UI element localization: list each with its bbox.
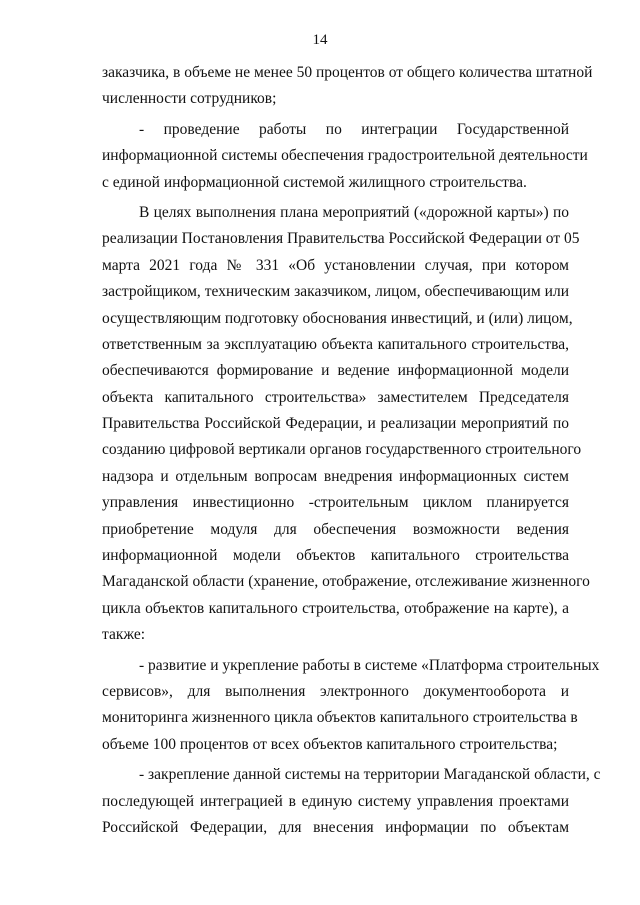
text-line: застройщиком, техническим заказчиком, лицом, обеспечивающим или (102, 283, 569, 301)
text-line: Правительства Российской Федерации, и реализации мероприятий по (102, 415, 569, 433)
text-line: также: (102, 626, 146, 644)
text-line: последующей интеграцией в единую систему управления проектами (102, 792, 569, 810)
text-line: осуществляющим подготовку обоснования инвестиций, и (или) лицом, (102, 309, 573, 327)
text-line: объеме 100 процентов от всех объектов капитального строительства; (102, 735, 558, 753)
text-line: - закрепление данной системы на территории Магаданской области, с (139, 766, 601, 784)
text-line: надзора и отдельным вопросам внедрения информационных систем (102, 467, 569, 485)
paragraph-1 (102, 60, 593, 113)
text-line: В целях выполнения плана мероприятий («дорожной карты») по (139, 203, 569, 221)
text-line: марта 2021 года № 331 «Об установлении случая, при котором (102, 256, 569, 274)
text-line: Магаданской области (хранение, отображение, отслеживание жизненного (102, 573, 590, 591)
text-line: Российской Федерации, для внесения информации по объектам (102, 818, 569, 836)
text-line: сервисов», для выполнения электронного документооборота и (102, 682, 569, 700)
text-line: объекта капитального строительства» заместителем Председателя (102, 388, 569, 406)
text-line: мониторинга жизненного цикла объектов капитального строительства в (102, 709, 578, 727)
text-line: созданию цифровой вертикали органов государственного строительного (102, 441, 582, 459)
text-line: цикла объектов капитального строительства, отображение на карте), а (102, 599, 569, 617)
text-line: приобретение модуля для обеспечения возможности ведения (102, 520, 569, 538)
text-line: ответственным за эксплуатацию объекта капитального строительства, (102, 335, 569, 353)
text-line: - развитие и укрепление работы в системе «Платформа строительных (139, 656, 600, 674)
paragraph-5 (102, 762, 601, 841)
text-line: - проведение работы по интеграции Государственной (139, 120, 569, 138)
text-line: обеспечиваются формирование и ведение информационной модели (102, 362, 569, 380)
page-number: 14 (312, 32, 328, 48)
text-line: управления инвестиционно -строительным циклом планируется (102, 494, 569, 512)
document-body (102, 60, 601, 841)
paragraph-3 (102, 200, 590, 649)
text-line: информационной модели объектов капитального строительства (102, 547, 569, 565)
text-line: заказчика, в объеме не менее 50 процентов от общего количества штатной (102, 64, 593, 81)
paragraph-2 (102, 117, 588, 196)
text-line: информационной системы обеспечения градостроительной деятельности (102, 147, 588, 165)
text-line: численности сотрудников; (102, 90, 277, 108)
text-line: реализации Постановления Правительства Российской Федерации от 05 (102, 230, 580, 248)
paragraph-4 (102, 653, 600, 759)
text-line: с единой информационной системой жилищного строительства. (102, 173, 527, 191)
